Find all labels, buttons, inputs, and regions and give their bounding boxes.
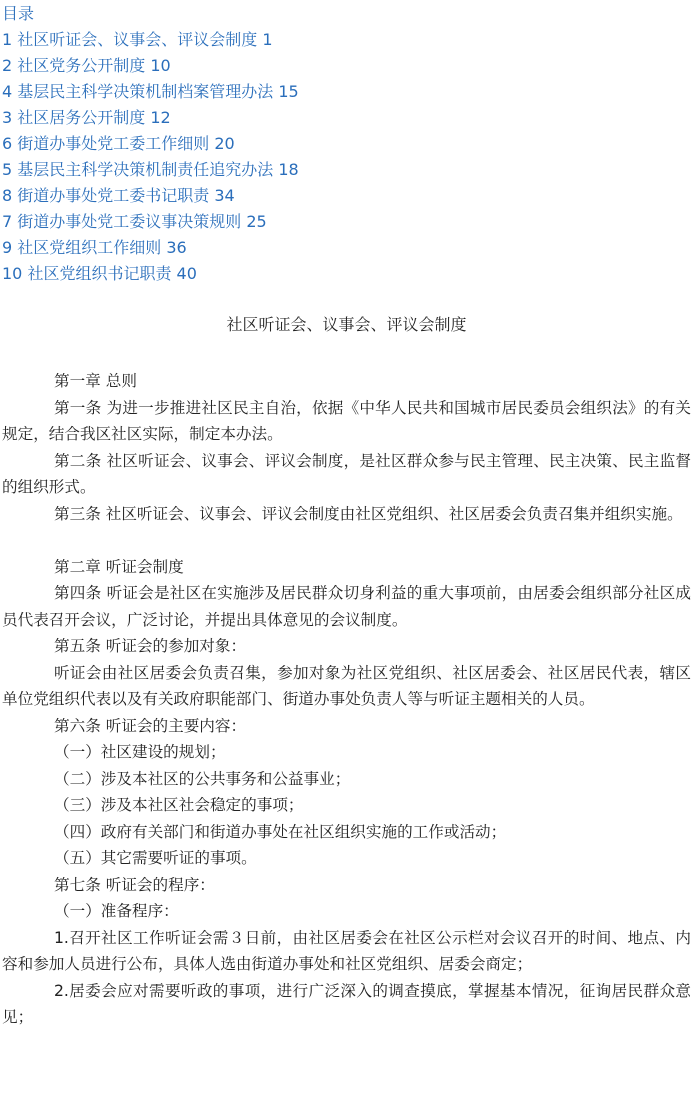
- toc-link[interactable]: 6 街道办事处党工委工作细则 20: [2, 134, 235, 153]
- toc-link[interactable]: 7 街道办事处党工委议事决策规则 25: [2, 212, 267, 231]
- list-item: 2.居委会应对需要听政的事项，进行广泛深入的调查摸底，掌握基本情况，征询居民群众意见；: [2, 981, 691, 1026]
- toc-link[interactable]: 2 社区党务公开制度 10: [2, 56, 171, 75]
- list-item: （五）其它需要听证的事项。: [54, 849, 257, 867]
- article-paragraph: 第六条 听证会的主要内容：: [54, 716, 247, 735]
- article-paragraph: 第四条 听证会是社区在实施涉及居民群众切身利益的重大事项前，由居委会组织部分社区成员代表召开会议，广泛讨论，并提出具体意见的会议制度。: [2, 584, 691, 629]
- article-paragraph: 第二条 社区听证会、议事会、评议会制度，是社区群众参与民主管理、民主决策、民主监督的组织形式。: [2, 451, 691, 496]
- blank-line: [2, 527, 691, 554]
- article-paragraph: 第七条 听证会的程序：: [54, 875, 215, 894]
- list-item: （三）涉及本社区社会稳定的事项；: [54, 796, 304, 814]
- toc-link[interactable]: 10 社区党组织书记职责 40: [2, 264, 197, 283]
- document-title: 社区听证会、议事会、评议会制度: [226, 315, 467, 334]
- document-body: [2, 368, 691, 1031]
- toc-link[interactable]: 5 基层民主科学决策机制责任追究办法 18: [2, 160, 299, 179]
- toc-link[interactable]: 4 基层民主科学决策机制档案管理办法 15: [2, 82, 299, 101]
- toc-heading[interactable]: 目录: [2, 4, 35, 23]
- article-paragraph: 听证会由社区居委会负责召集，参加对象为社区党组织、社区居委会、社区居民代表，辖区单位党组织代表以及有关政府职能部门、街道办事处负责人等与听证主题相关的人员。: [2, 663, 691, 708]
- toc-link[interactable]: 3 社区居务公开制度 12: [2, 108, 171, 127]
- list-item: （二）涉及本社区的公共事务和公益事业；: [54, 769, 351, 788]
- toc-link[interactable]: 1 社区听证会、议事会、评议会制度 1: [2, 30, 273, 49]
- list-item: （四）政府有关部门和街道办事处在社区组织实施的工作或活动；: [54, 822, 507, 841]
- list-item: 1.召开社区工作听证会需３日前，由社区居委会在社区公示栏对会议召开的时间、地点、内容和参加人员进行公布，具体人选由街道办事处和社区党组织、居委会商定；: [2, 928, 691, 973]
- toc-link[interactable]: 9 社区党组织工作细则 36: [2, 238, 187, 257]
- article-paragraph: 第三条 社区听证会、议事会、评议会制度由社区党组织、社区居委会负责召集并组织实施。: [54, 504, 683, 523]
- list-item: （一）准备程序：: [54, 902, 179, 920]
- chapter-heading: 第一章 总则: [54, 372, 137, 390]
- toc-link[interactable]: 8 街道办事处党工委书记职责 34: [2, 186, 235, 205]
- article-paragraph: 第一条 为进一步推进社区民主自治，依据《中华人民共和国城市居民委员会组织法》的有关规定，结合我区社区实际，制定本办法。: [2, 398, 691, 443]
- article-paragraph: 第五条 听证会的参加对象：: [54, 637, 247, 655]
- table-of-contents: [2, 3, 299, 289]
- chapter-heading: 第二章 听证会制度: [54, 557, 184, 576]
- list-item: （一）社区建设的规划；: [54, 743, 226, 761]
